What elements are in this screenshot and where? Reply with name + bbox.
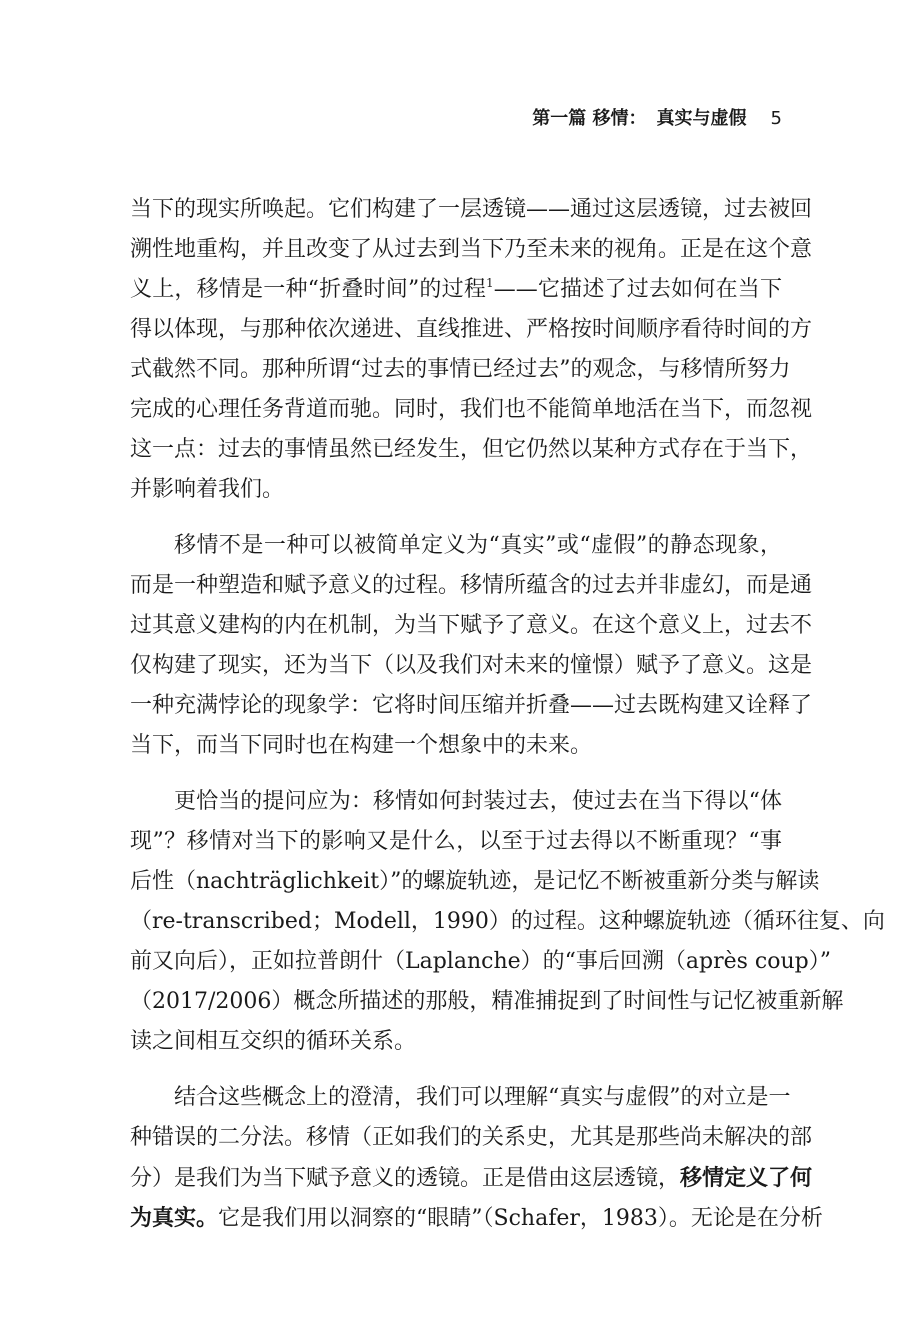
- text-line: 更恰当的提问应为：移情如何封装过去，使过去在当下得以“体: [174, 789, 782, 814]
- text-line: 现”？移情对当下的影响又是什么，以至于过去得以不断重现？“事: [130, 829, 782, 854]
- text-line: 完成的心理任务背道而驰。同时，我们也不能简单地活在当下，而忽视: [130, 397, 813, 422]
- footnote-marker[interactable]: 1: [486, 276, 494, 290]
- paragraph-3: [130, 782, 885, 1062]
- text-line: 种错误的二分法。移情（正如我们的关系史，尤其是那些尚未解决的部: [130, 1125, 813, 1150]
- text-line: 溯性地重构，并且改变了从过去到当下乃至未来的视角。正是在这个意: [130, 237, 813, 262]
- paragraph-2: [130, 526, 813, 766]
- header-chapter: 移情：: [592, 108, 647, 129]
- header-title: 真实与虚假: [656, 108, 747, 129]
- text-segment: 义上，移情是一种“折叠时间”的过程: [130, 277, 487, 302]
- text-line: 后性（nachträglichkeit）”的螺旋轨迹，是记忆不断被重新分类与解读: [130, 869, 820, 894]
- text-line: 这一点：过去的事情虽然已经发生，但它仍然以某种方式存在于当下，: [130, 437, 813, 462]
- text-line: 一种充满悖论的现象学：它将时间压缩并折叠——过去既构建又诠释了: [130, 693, 813, 718]
- text-line: 读之间相互交织的循环关系。: [130, 1029, 417, 1054]
- text-segment: ——它描述了过去如何在当下: [493, 277, 782, 302]
- text-segment: 它是我们用以洞察的“眼睛”（Schafer，1983）。无论是在分析: [218, 1206, 823, 1231]
- text-line: （2017/2006）概念所描述的那般，精准捕捉到了时间性与记忆被重新解: [130, 989, 844, 1014]
- paragraph-4: [130, 1078, 823, 1238]
- text-segment: 分）是我们为当下赋予意义的透镜。正是借由这层透镜，: [130, 1166, 681, 1191]
- text-line: （re-transcribed；Modell，1990）的过程。这种螺旋轨迹（循环往复、向: [130, 909, 885, 934]
- body-text: [130, 190, 885, 1238]
- text-line: 而是一种塑造和赋予意义的过程。移情所蕴含的过去并非虚幻，而是通: [130, 573, 813, 598]
- text-line: 并影响着我们。: [130, 477, 285, 502]
- paragraph-1: [130, 190, 813, 510]
- running-header: [532, 104, 782, 130]
- text-line: 移情不是一种可以被简单定义为“真实”或“虚假”的静态现象，: [174, 533, 782, 558]
- text-line: 当下的现实所唤起。它们构建了一层透镜——通过这层透镜，过去被回: [130, 197, 813, 222]
- text-line: 仅构建了现实，还为当下（以及我们对未来的憧憬）赋予了意义。这是: [130, 653, 813, 678]
- text-line: [130, 1198, 823, 1238]
- text-line: 前又向后），正如拉普朗什（Laplanche）的“事后回溯（après coup）”: [130, 949, 831, 974]
- text-line: 过其意义建构的内在机制，为当下赋予了意义。在这个意义上，过去不: [130, 613, 813, 638]
- emphasis-text: 为真实。: [130, 1205, 219, 1231]
- text-line: 得以体现，与那种依次递进、直线推进、严格按时间顺序看待时间的方: [130, 317, 813, 342]
- text-line: 式截然不同。那种所谓“过去的事情已经过去”的观念，与移情所努力: [130, 357, 791, 382]
- emphasis-text: 移情定义了何: [680, 1165, 813, 1191]
- header-part: 第一篇: [532, 108, 587, 129]
- text-line: 当下，而当下同时也在构建一个想象中的未来。: [130, 733, 593, 758]
- text-line: [130, 1158, 813, 1198]
- page-number: 5: [770, 108, 782, 129]
- text-line: 结合这些概念上的澄清，我们可以理解“真实与虚假”的对立是一: [174, 1085, 791, 1110]
- text-line: [130, 270, 782, 310]
